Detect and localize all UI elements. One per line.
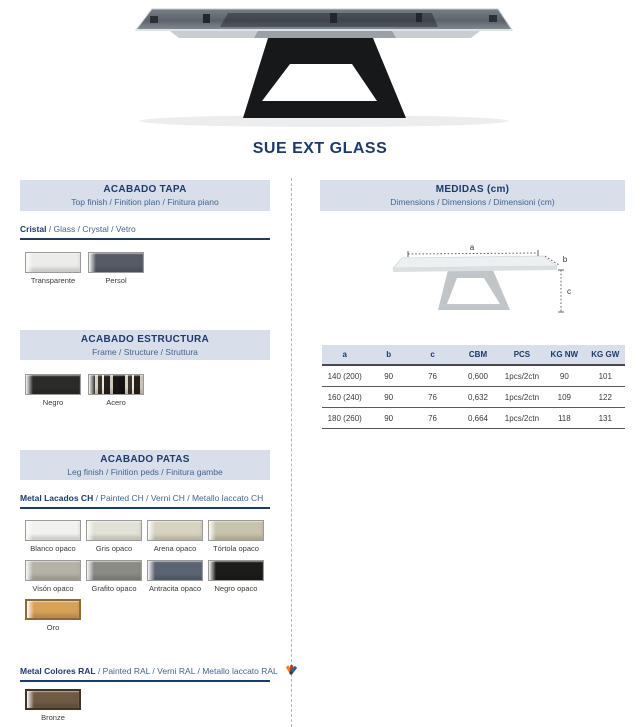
group-heading-bold: Metal Lacados CH (20, 493, 94, 503)
spec-header-a: a (322, 345, 367, 365)
swatch-gris-opaco (86, 520, 142, 553)
swatch-negro-opaco (208, 560, 264, 593)
spec-cell: 0,600 (455, 365, 500, 387)
swatch-arena-opaco (147, 520, 203, 553)
dimension-diagram (320, 230, 625, 342)
swatch-antracita-opaco (147, 560, 203, 593)
spec-cell: 131 (586, 408, 625, 429)
group-heading-metal-lacados-ch (20, 493, 270, 509)
diagram-tabletop (393, 256, 557, 268)
spec-header-pcs: PCS (501, 345, 543, 365)
spec-cell: 90 (367, 408, 409, 429)
spec-header-b: b (367, 345, 409, 365)
section-acabado-patas-header (20, 450, 270, 480)
swatch-acero (88, 374, 144, 407)
spec-table (322, 345, 625, 429)
dim-line-a (408, 253, 538, 254)
group-heading-cristal (20, 224, 270, 240)
swatch-chip (147, 520, 203, 541)
spec-cell: 118 (543, 408, 585, 429)
section-title: MEDIDAS (cm) (435, 184, 510, 195)
spec-cell: 0,632 (455, 387, 500, 408)
swatch-label: Visón opaco (32, 584, 74, 593)
spec-cell: 1pcs/2ctn (501, 408, 543, 429)
group-heading-rest: / Painted RAL / Verni RAL / Metallo laccato RAL (95, 666, 278, 676)
swatch-chip (147, 560, 203, 581)
section-subtitle: Frame / Structure / Struttura (92, 347, 198, 357)
swatch-chip (25, 689, 81, 710)
group-heading-rest: / Painted CH / Verni CH / Metallo laccato CH (93, 493, 264, 503)
dim-label-a: a (469, 243, 475, 252)
swatch-oro (25, 599, 81, 632)
swatch-chip (86, 520, 142, 541)
swatch-label: Blanco opaco (30, 544, 76, 553)
spec-cell: 122 (586, 387, 625, 408)
ral-color-fan-icon (283, 664, 298, 675)
spec-cell: 1pcs/2ctn (501, 365, 543, 387)
ch-swatches-row-3 (25, 599, 81, 632)
swatch-tortola-opaco (208, 520, 264, 553)
table-base (243, 38, 406, 118)
spec-header-cbm: CBM (455, 345, 500, 365)
spec-header-kg-gw: KG GW (586, 345, 625, 365)
spec-header-kg-nw: KG NW (543, 345, 585, 365)
spec-row (322, 408, 625, 429)
section-subtitle: Leg finish / Finition peds / Finitura gambe (67, 467, 223, 477)
swatch-label: Grafito opaco (91, 584, 137, 593)
swatch-chip (25, 599, 81, 620)
swatch-chip (25, 374, 81, 395)
swatch-label: Arena opaco (153, 544, 197, 553)
diagram-leg (438, 270, 510, 310)
page-title: SUE EXT GLASS (252, 140, 388, 157)
swatch-label: Negro opaco (214, 584, 258, 593)
glass-center-panel (220, 13, 438, 27)
swatch-chip (88, 252, 144, 273)
glass-front-edge (136, 29, 512, 31)
cristal-swatches (25, 252, 144, 285)
swatch-chip (25, 560, 81, 581)
swatch-chip (25, 520, 81, 541)
spec-cell: 90 (543, 365, 585, 387)
swatch-label: Acero (106, 398, 126, 407)
group-heading-rest: / Glass / Crystal / Vetro (46, 224, 136, 234)
swatch-label: Antracita opaco (148, 584, 202, 593)
spec-cell: 76 (410, 387, 455, 408)
swatch-label: Bronze (41, 713, 65, 722)
dim-label-b: b (562, 255, 568, 264)
dim-label-c: c (567, 287, 571, 296)
swatch-grafito-opaco (86, 560, 142, 593)
section-acabado-tapa-header (20, 180, 270, 211)
section-title: ACABADO PATAS (100, 454, 190, 465)
swatch-blanco-opaco (25, 520, 81, 553)
spec-cell: 160 (240) (322, 387, 367, 408)
spec-cell: 180 (260) (322, 408, 367, 429)
swatch-label: Transparente (30, 276, 76, 285)
group-heading-metal-colores-ral (20, 664, 278, 682)
spec-cell: 90 (367, 365, 409, 387)
ch-swatches-row-1 (25, 520, 264, 553)
spec-cell: 1pcs/2ctn (501, 387, 543, 408)
swatch-transparente (25, 252, 81, 285)
product-photo (0, 0, 640, 135)
section-medidas-header (320, 180, 625, 211)
ral-swatches (25, 689, 81, 722)
swatch-label: Negro (42, 398, 64, 407)
spec-cell: 90 (367, 387, 409, 408)
group-heading-bold: Cristal (20, 224, 47, 234)
section-title: ACABADO ESTRUCTURA (80, 334, 210, 345)
ch-swatches-row-2 (25, 560, 264, 593)
spec-header-c: c (410, 345, 455, 365)
column-divider (291, 178, 292, 727)
spec-cell: 76 (410, 408, 455, 429)
swatch-vison-opaco (25, 560, 81, 593)
swatch-chip (25, 252, 81, 273)
spec-row (322, 387, 625, 408)
spec-cell: 0,664 (455, 408, 500, 429)
swatch-label: Gris opaco (95, 544, 133, 553)
section-title: ACABADO TAPA (103, 184, 187, 195)
swatch-chip (208, 520, 264, 541)
spec-cell: 76 (410, 365, 455, 387)
swatch-persol (88, 252, 144, 285)
swatch-label: Tórtola opaco (213, 544, 259, 553)
group-heading-bold: Metal Colores RAL (20, 666, 96, 676)
spec-cell: 101 (586, 365, 625, 387)
spec-cell: 109 (543, 387, 585, 408)
swatch-bronze (25, 689, 81, 722)
estructura-swatches (25, 374, 144, 407)
swatch-chip (208, 560, 264, 581)
swatch-label: Persol (105, 276, 127, 285)
section-subtitle: Dimensions / Dimensions / Dimensioni (cm) (390, 197, 555, 207)
swatch-chip (88, 374, 144, 395)
swatch-negro (25, 374, 81, 407)
swatch-label: Oro (46, 623, 60, 632)
section-subtitle: Top finish / Finition plan / Finitura piano (71, 197, 219, 207)
spec-row (322, 365, 625, 387)
section-acabado-estructura-header (20, 330, 270, 360)
spec-cell: 140 (200) (322, 365, 367, 387)
spec-header-row (322, 345, 625, 365)
swatch-chip (86, 560, 142, 581)
